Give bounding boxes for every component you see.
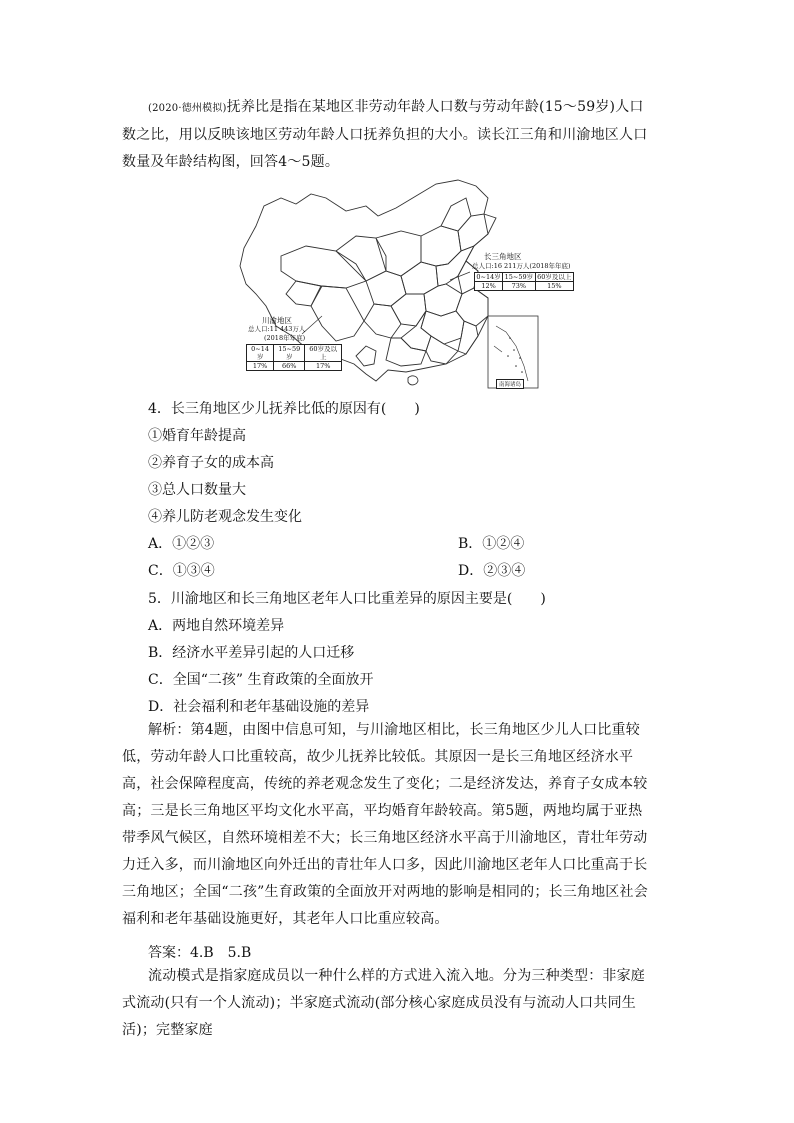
cy-total: 总人口:11 443万人 xyxy=(248,325,306,333)
cy-value-0: 17% xyxy=(247,362,274,371)
answer-line: 答案：4.B 5.B xyxy=(148,945,252,961)
cy-value-2: 17% xyxy=(305,362,342,371)
intro-text: 抚养比是指在某地区非劳动年龄人口数与劳动年龄(15～59岁)人口数之比，用以反映该地区劳动年龄人口抚养负担的大小。读长江三角和川渝地区人口数量及年龄结构图，回答4～5题。 xyxy=(122,99,648,170)
source-tag: (2020·德州模拟) xyxy=(148,103,227,114)
yrd-age-table xyxy=(474,272,574,291)
intro-paragraph xyxy=(122,94,650,176)
q5-option-c: C．全国“二孩” 生育政策的全面放开 xyxy=(148,672,374,688)
q5-option-d: D．社会福利和老年基础设施的差异 xyxy=(148,699,370,715)
cy-header-2: 60岁及以上 xyxy=(305,345,342,362)
q4-item-1: ①婚育年龄提高 xyxy=(148,428,246,444)
cy-year: (2018年年底) xyxy=(264,334,306,342)
cy-title: 川渝地区 xyxy=(262,316,292,325)
analysis-paragraph: 解析：第4题，由图中信息可知，与川渝地区相比，长三角地区少儿人口比重较低，劳动年龄人口比重较高，故少儿抚养比较低。其原因一是长三角地区经济水平高，社会保障程度高，传统的养老观念发生了变化；二是经济发达，养育子女成本较高；三是长三角地区平均文化水平高，平均婚育年龄较高。第5题，两地均属于亚热带季风气候区，自然环境相差不大；长三角地区经济水平高于川渝地区，青壮年劳动力迁入多，而川渝地区向外迁出的青壮年人口多，因此川渝地区老年人口比重高于长三角地区；全国“二孩”生育政策的全面放开对两地的影响是相同的；长三角地区社会福利和老年基础设施更好，其老年人口比重应较高。 xyxy=(122,722,648,927)
cy-value-1: 66% xyxy=(274,362,305,371)
q5-option-b: B．经济水平差异引起的人口迁移 xyxy=(148,645,355,661)
yrd-value-0: 12% xyxy=(475,282,503,291)
yrd-total: 总人口:16 211万人(2018年年底) xyxy=(472,262,571,270)
yrd-value-2: 15% xyxy=(535,282,573,291)
q4-option-b: B．①②④ xyxy=(458,536,525,552)
cy-header-0: 0~14岁 xyxy=(247,345,274,362)
q4-stem: 4．长三角地区少儿抚养比低的原因有( ) xyxy=(148,401,420,417)
q5-stem: 5．川渝地区和长三角地区老年人口比重差异的原因主要是( ) xyxy=(148,591,546,607)
yrd-header-0: 0~14岁 xyxy=(476,273,501,281)
q5-option-a: A．两地自然环境差异 xyxy=(148,618,285,634)
q4-item-3: ③总人口数量大 xyxy=(148,482,246,498)
yrd-value-1: 73% xyxy=(503,282,535,291)
next-paragraph: 流动模式是指家庭成员以一种什么样的方式进入流入地。分为三种类型：非家庭式流动(只有一个人流动)；半家庭式流动(部分核心家庭成员没有与流动人口共同生活)；完整家庭 xyxy=(122,968,645,1038)
q4-option-a: A．①②③ xyxy=(148,536,215,552)
cy-header-1: 15~59岁 xyxy=(274,345,305,362)
q4-option-d: D．②③④ xyxy=(458,563,526,579)
yrd-header-1: 15~59岁 xyxy=(504,273,534,281)
inset-label: 南海诸岛 xyxy=(496,379,524,389)
cy-age-table xyxy=(246,344,342,371)
china-map-figure xyxy=(226,176,576,390)
yrd-title: 长三角地区 xyxy=(484,252,522,261)
q4-item-2: ②养育子女的成本高 xyxy=(148,455,274,471)
q4-item-4: ④养儿防老观念发生变化 xyxy=(148,509,302,525)
q4-option-c: C．①③④ xyxy=(148,563,215,579)
yrd-header-2: 60岁及以上 xyxy=(535,273,573,282)
